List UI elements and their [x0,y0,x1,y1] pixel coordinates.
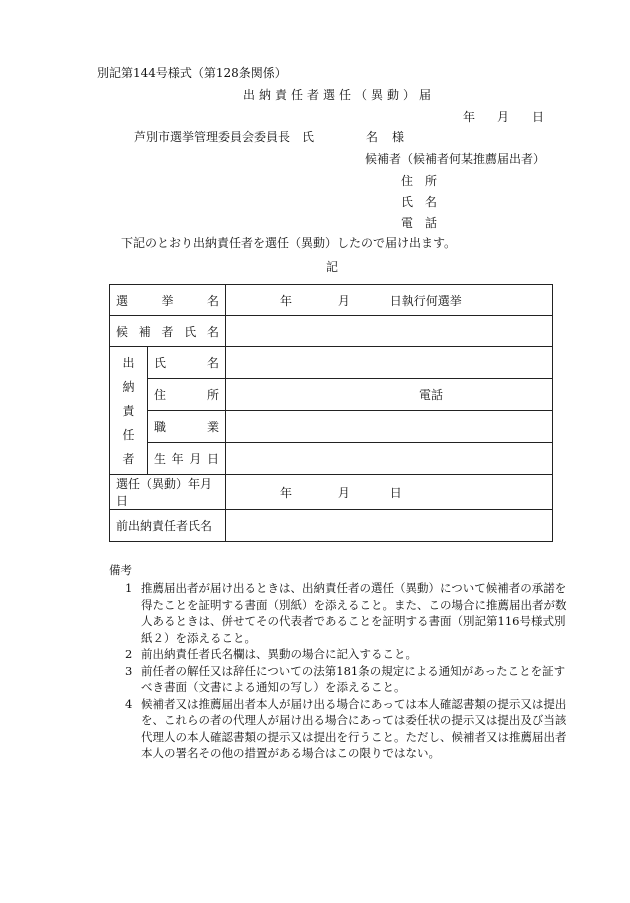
note-item-2 [109,646,569,663]
date-month-label: 月 [497,110,510,124]
submitter-phone-label: 電 話 [401,216,438,230]
candidate-name-label-cell [110,316,226,347]
election-char-3: 名 [207,293,220,308]
treasurer-occupation-field[interactable] [226,411,553,443]
election-year: 年 [280,293,293,308]
page-title: 出納責任者選任（異動）届 [243,88,436,102]
appointment-date-label: 選任（異動）年月日 [116,477,213,508]
treasurer-label-cell [110,347,148,475]
election-char-1: 選 [116,293,129,308]
treasurer-address-label: 住 所 [154,388,220,402]
treasurer-char-4: 任 [122,427,135,442]
treasurer-birthdate-field[interactable] [226,443,553,475]
note-text: 候補者又は推薦届出者本人が届け出る場合にあっては本人確認書類の提示又は提出を、これらの者の代理人が届け出る場合にあっては委任状の提示又は提出及び当該代理人の本人確認書類の提示又は提出を行うこと。ただし、候補者又は推薦届出者本人の署名その他の措置がある場合はこの限りではない。 [141,696,567,760]
former-treasurer-label: 前出納責任者氏名 [116,519,213,533]
note-number: 1 [125,581,133,595]
ki-heading: 記 [326,260,339,274]
note-number: 2 [125,647,133,661]
addressee-name-char: 名 [366,130,379,144]
note-item-3 [109,663,569,696]
appointment-date-field[interactable] [226,475,553,510]
note-item-4 [109,696,569,762]
treasurer-address-field[interactable] [226,379,553,411]
treasurer-char-1: 出 [122,355,135,370]
treasurer-name-field[interactable] [226,347,553,379]
note-item-1 [109,580,569,646]
election-char-2: 挙 [161,293,174,308]
date-day-label: 日 [532,110,545,124]
election-label-cell [110,285,226,316]
appt-day: 日 [389,485,402,500]
form-number: 別記第144号様式（第128条関係） [97,66,287,80]
submitter-role: 候補者（候補者何某推薦届出者） [365,152,546,166]
treasurer-char-3: 責 [122,403,135,418]
treasurer-name-label: 氏 名 [154,356,220,370]
election-value-cell[interactable] [226,285,553,316]
note-number: 3 [125,663,133,678]
candidate-name-label: 候 補 者 氏 名 [116,324,220,339]
election-label [116,292,219,309]
note-number: 4 [125,696,133,711]
note-text: 推薦届出者が届け出るときは、出納責任者の選任（異動）について候補者の承諾を得たことを証明する書面（別紙）を添えること。また、この場合に推薦届出者が数人あるときは、併せてその代表者であることを証明する書面（別記第116号様式別紙２）を添えること。 [141,581,567,645]
treasurer-occupation-label: 職 業 [154,420,220,434]
submitter-name-label: 氏 名 [401,195,438,209]
date-year-label: 年 [463,110,476,124]
submitter-address-label: 住 所 [401,174,438,188]
former-treasurer-label-cell [110,510,226,542]
election-suffix: 日執行何選挙 [389,293,462,308]
candidate-name-field[interactable] [226,316,553,347]
former-treasurer-field[interactable] [226,510,553,542]
treasurer-name-label-cell [148,347,226,379]
treasurer-char-2: 納 [122,379,135,394]
treasurer-phone-label: 電話 [419,388,444,402]
addressee: 芦別市選挙管理委員会委員長 氏 [134,130,315,144]
notes-title: 備考 [109,563,132,577]
notes-section [109,562,569,762]
note-text: 前任者の解任又は辞任についての法第181条の規定による通知があったことを証すべき書面（文書による通知の写し）を添えること。 [141,663,566,694]
statement: 下記のとおり出納責任者を選任（異動）したので届け出ます。 [121,236,457,250]
form-table [109,284,553,542]
appt-month: 月 [337,485,350,500]
treasurer-birthdate-label: 生 年 月 日 [154,452,219,466]
addressee-honorific: 様 [392,130,405,144]
treasurer-birthdate-label-cell [148,443,226,475]
treasurer-occupation-label-cell [148,411,226,443]
treasurer-char-5: 者 [122,451,135,466]
appointment-date-label-cell [110,475,226,510]
election-month: 月 [337,293,350,308]
treasurer-address-label-cell [148,379,226,411]
note-text: 前出納責任者氏名欄は、異動の場合に記入すること。 [141,647,417,661]
appt-year: 年 [280,485,293,500]
